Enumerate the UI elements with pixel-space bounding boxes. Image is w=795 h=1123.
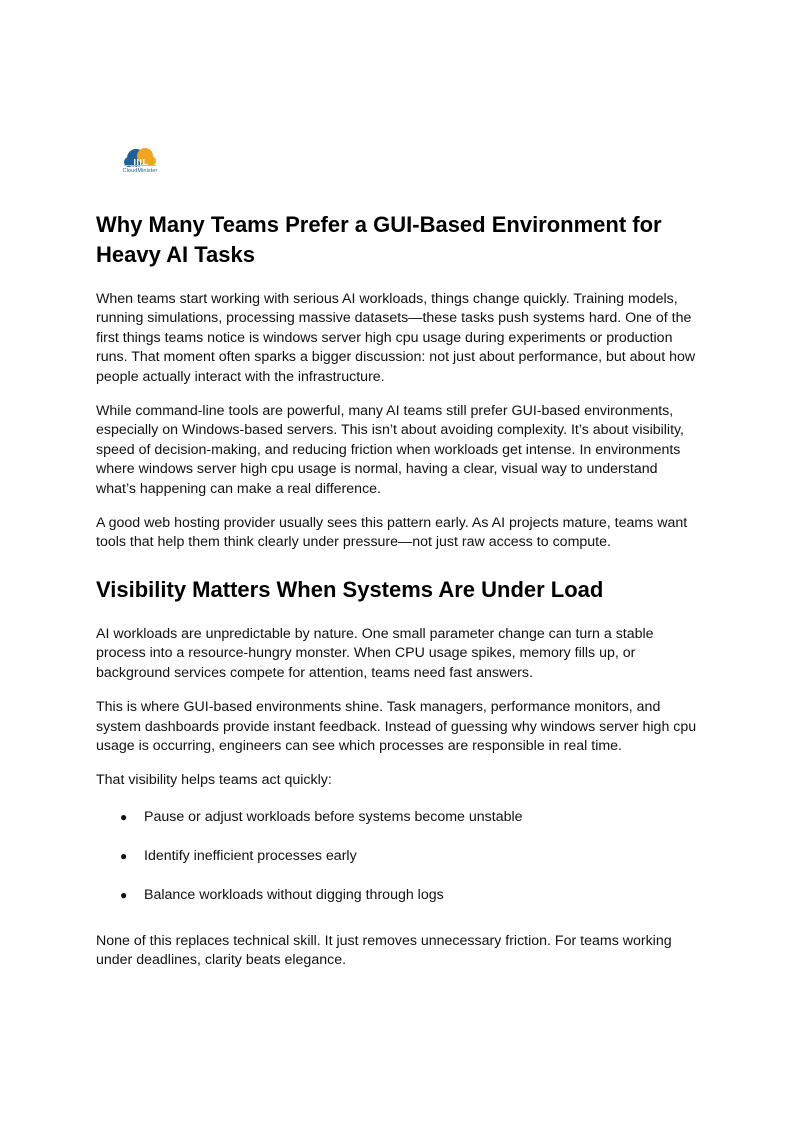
list-item [96,886,698,905]
list-item-text: Identify inefficient processes early [144,847,357,864]
closing-paragraph: None of this replaces technical skill. It just removes unnecessary friction. For teams working under deadlines, clarity beats elegance. [96,932,672,969]
bullet-icon: ● [120,809,128,824]
intro-paragraph-3: A good web hosting provider usually sees this pattern early. As AI projects mature, teams want tools that help them think clearly under pressure—not just raw access to compute. [96,515,688,551]
bullet-icon: ● [120,848,128,863]
company-logo [114,146,166,178]
cloud-logo-icon [114,146,166,170]
article-title: Why Many Teams Prefer a GUI-Based Environment for Heavy AI Tasks [96,212,662,267]
bullet-icon: ● [120,887,128,902]
section-paragraph-1: AI workloads are unpredictable by nature. One small parameter change can turn a stable process into a resource-hungry monster. When CPU usage spikes, memory fills up, or background services compete for attention, teams need fast answers. [96,625,654,681]
list-item [96,847,698,866]
list-item [96,808,698,827]
section-paragraph-2: This is where GUI-based environments shine. Task managers, performance monitors, and system dashboards provide instant feedback. Instead of guessing why windows server high cpu usage is occurring, engineers can see which processes are responsible in real time. [96,699,697,754]
logo-text: CloudMinister [122,168,158,174]
section-heading: Visibility Matters When Systems Are Under Load [96,576,604,602]
section-paragraph-3: That visibility helps teams act quickly: [96,772,332,789]
list-item-text: Balance workloads without digging through logs [144,886,444,903]
article [96,210,698,986]
benefit-list [96,808,698,905]
intro-paragraph-2: While command-line tools are powerful, many AI teams still prefer GUI-based environments, especially on Windows-based servers. This isn’t about avoiding complexity. It’s about visibility, speed of decision-making, and reducing friction when workloads get intense. In environments where windows server high cpu usage is normal, having a clear, visual way to understand what’s happening can make a real difference. [96,403,684,497]
list-item-text: Pause or adjust workloads before systems become unstable [144,808,523,825]
intro-paragraph-1: When teams start working with serious AI workloads, things change quickly. Training models, running simulations, processing massive datasets—these tasks push systems hard. One of the first things teams notice is windows server high cpu usage during experiments or production runs. That moment often sparks a bigger discussion: not just about performance, but about how people actually interact with the infrastructure. [96,291,696,385]
